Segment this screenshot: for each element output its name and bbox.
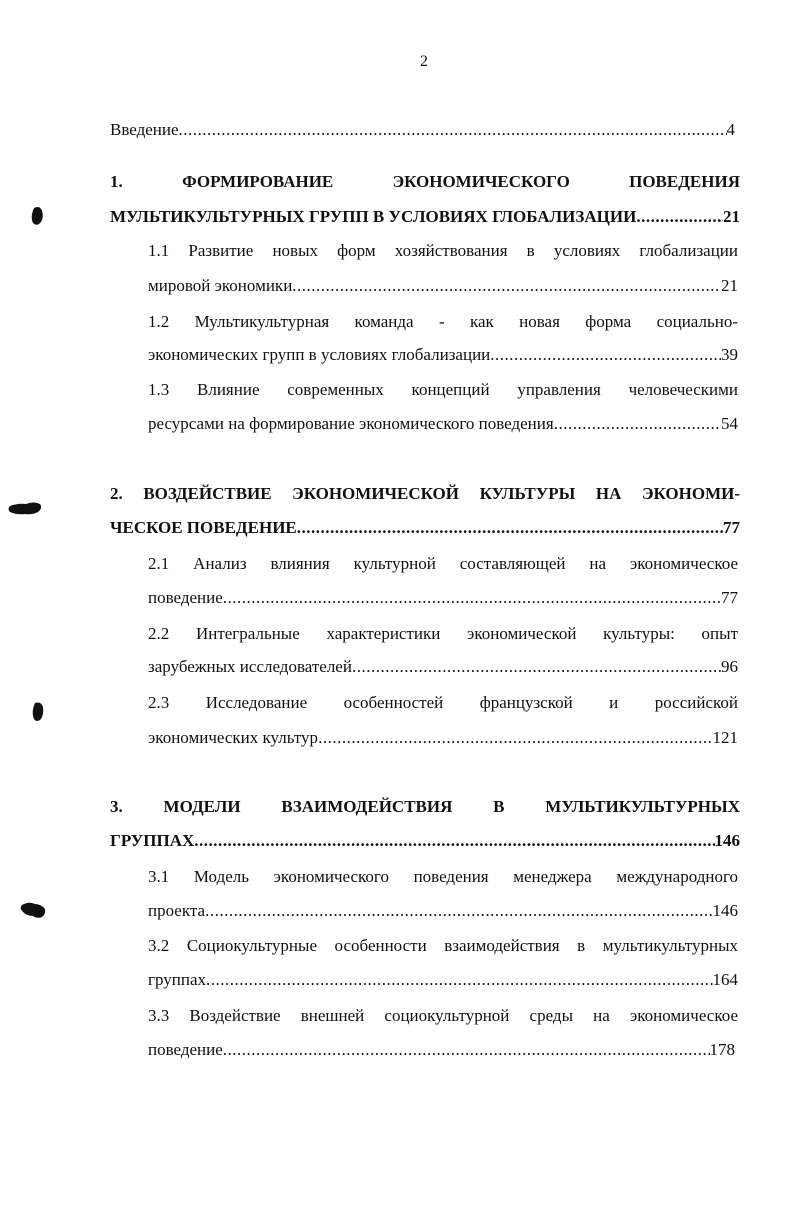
chapter-title: ЧЕСКОЕ ПОВЕДЕНИЕ <box>110 518 297 537</box>
dot-leader <box>223 1039 710 1061</box>
dot-leader <box>223 587 721 609</box>
chapter-page: 77 <box>723 518 740 537</box>
section-page: 121 <box>712 728 738 747</box>
chapter-heading-last-line <box>110 830 740 852</box>
section-title: экономических групп в условиях глобализации <box>148 345 491 364</box>
section-page: 164 <box>712 970 738 989</box>
chapter-heading: 3. МОДЕЛИ ВЗАИМОДЕЙСТВИЯ В МУЛЬТИКУЛЬТУРНЫХ <box>110 797 740 816</box>
dot-leader <box>636 206 723 228</box>
scan-mark <box>32 207 43 225</box>
section-title: поведение <box>148 1040 223 1059</box>
section-page: 178 <box>709 1040 735 1059</box>
scan-mark <box>9 503 42 515</box>
dot-leader <box>292 275 721 297</box>
section-title: группах <box>148 970 206 989</box>
section-last-line <box>148 344 738 366</box>
dot-leader <box>490 344 721 366</box>
chapter-page: 146 <box>714 831 740 850</box>
section-last-line <box>148 656 738 678</box>
section-heading: 1.1 Развитие новых форм хозяйствования в условиях глобализации <box>148 241 738 260</box>
dot-leader <box>194 830 714 852</box>
section-title: зарубежных исследователей <box>148 657 352 676</box>
section-heading: 1.3 Влияние современных концепций управления человеческими <box>148 380 738 399</box>
section-last-line <box>148 900 738 922</box>
scan-mark <box>33 703 44 722</box>
chapter-title: МУЛЬТИКУЛЬТУРНЫХ ГРУПП В УСЛОВИЯХ ГЛОБАЛИЗАЦИИ <box>110 207 637 226</box>
section-heading: 2.3 Исследование особенностей французской и российской <box>148 693 738 712</box>
chapter-heading: 2. ВОЗДЕЙСТВИЕ ЭКОНОМИЧЕСКОЙ КУЛЬТУРЫ НА ЭКОНОМИ- <box>110 484 740 503</box>
section-page: 146 <box>712 901 738 920</box>
dot-leader <box>352 656 721 678</box>
section-heading: 2.2 Интегральные характеристики экономической культуры: опыт <box>148 624 738 643</box>
chapter-heading: 1. ФОРМИРОВАНИЕ ЭКОНОМИЧЕСКОГО ПОВЕДЕНИЯ <box>110 172 740 191</box>
section-heading: 1.2 Мультикультурная команда - как новая форма социально- <box>148 312 738 331</box>
toc-entry-intro <box>110 119 735 141</box>
dot-leader <box>318 727 712 749</box>
section-last-line <box>148 1039 735 1061</box>
dot-leader <box>297 517 723 539</box>
dot-leader <box>179 119 727 141</box>
section-heading: 3.2 Социокультурные особенности взаимодействия в мультикультурных <box>148 936 738 955</box>
chapter-heading-last-line <box>110 517 740 539</box>
section-page: 96 <box>721 657 738 676</box>
section-last-line <box>148 727 738 749</box>
section-last-line <box>148 275 738 297</box>
section-title: экономических культур <box>148 728 319 747</box>
section-heading: 2.1 Анализ влияния культурной составляющей на экономическое <box>148 554 738 573</box>
section-last-line <box>148 413 738 435</box>
section-title: мировой экономики <box>148 276 293 295</box>
section-title: ресурсами на формирование экономического поведения <box>148 414 554 433</box>
section-last-line <box>148 587 738 609</box>
dot-leader <box>205 900 712 922</box>
section-heading: 3.3 Воздействие внешней социокультурной среды на экономическое <box>148 1006 738 1025</box>
section-heading: 3.1 Модель экономического поведения менеджера международного <box>148 867 738 886</box>
dot-leader <box>206 969 713 991</box>
toc-entry-title: Введение <box>110 120 179 139</box>
section-page: 77 <box>721 588 738 607</box>
section-page: 39 <box>721 345 738 364</box>
section-last-line <box>148 969 738 991</box>
chapter-heading-last-line <box>110 206 740 228</box>
toc-entry-page: 4 <box>726 120 735 139</box>
section-page: 54 <box>721 414 738 433</box>
section-title: поведение <box>148 588 223 607</box>
section-page: 21 <box>721 276 738 295</box>
section-title: проекта <box>148 901 206 920</box>
page-number: 2 <box>420 53 428 70</box>
chapter-page: 21 <box>723 207 740 226</box>
scan-mark <box>21 903 45 918</box>
chapter-title: ГРУППАХ <box>110 831 195 850</box>
dot-leader <box>554 413 721 435</box>
